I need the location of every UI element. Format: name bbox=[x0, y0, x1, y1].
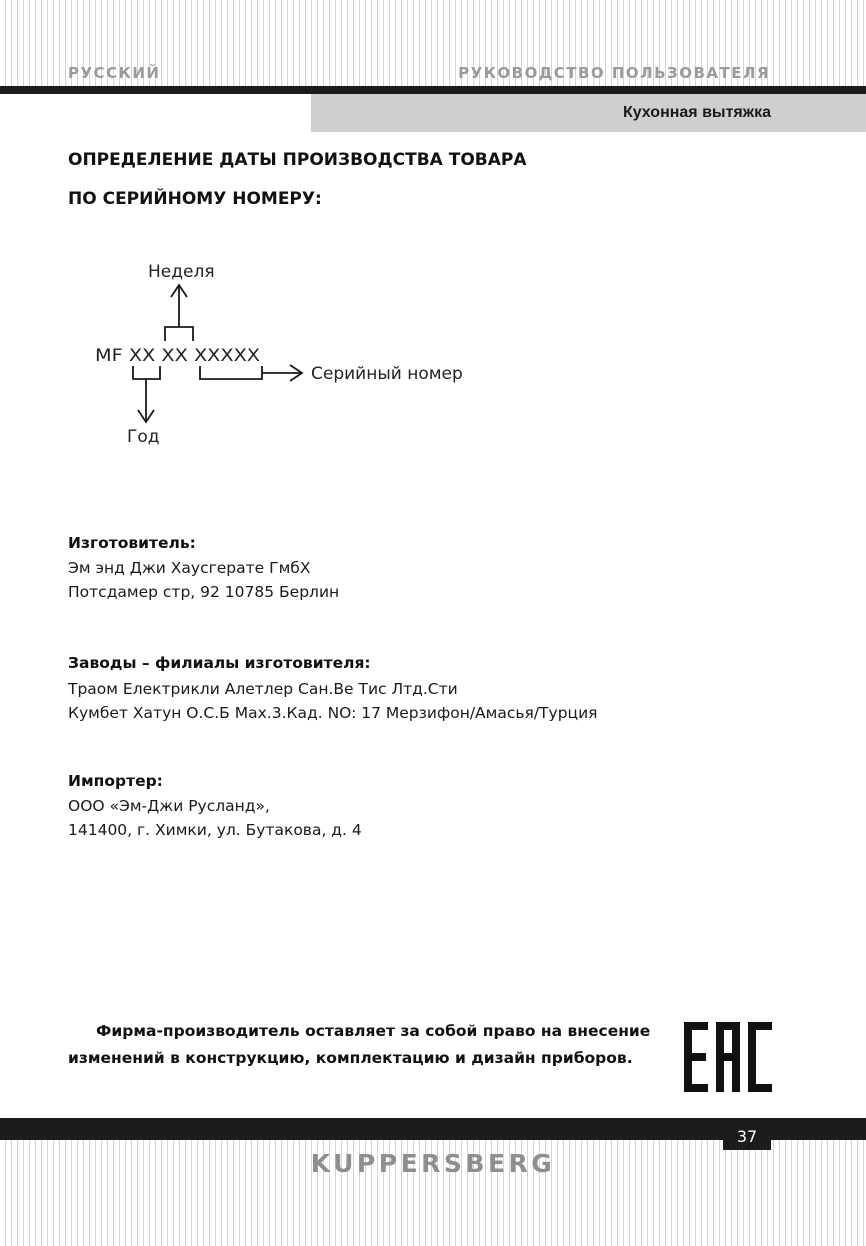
manufacturer-line-2: Потсдамер стр, 92 10785 Берлин bbox=[68, 583, 340, 601]
manufacturer-address bbox=[68, 556, 339, 604]
manufacturer-notice bbox=[68, 1018, 668, 1072]
importer-address bbox=[68, 794, 362, 842]
year-bracket bbox=[133, 366, 160, 379]
brand-logo-text: KUPPERSBERG bbox=[310, 1149, 556, 1178]
notice-line-1: Фирма-производитель оставляет за собой право на внесение bbox=[96, 1022, 651, 1040]
section-title-line1: ОПРЕДЕЛЕНИЕ ДАТЫ ПРОИЗВОДСТВА ТОВАРА bbox=[68, 150, 527, 170]
serial-number-label: Серийный номер bbox=[311, 364, 463, 384]
week-label: Неделя bbox=[148, 262, 215, 282]
eac-certification-mark bbox=[684, 1022, 772, 1092]
factories-line-1: Траом Електрикли Алетлер Сан.Ве Тис Лтд.Сти bbox=[68, 680, 458, 698]
importer-line-2: 141400, г. Химки, ул. Бутакова, д. 4 bbox=[68, 821, 362, 839]
notice-line-2: изменений в конструкцию, комплектацию и дизайн приборов. bbox=[68, 1049, 633, 1067]
importer-line-1: ООО «Эм-Джи Русланд», bbox=[68, 797, 270, 815]
manufacturer-line-1: Эм энд Джи Хаусгерате ГмбХ bbox=[68, 559, 311, 577]
factories-address bbox=[68, 677, 597, 725]
year-label: Год bbox=[127, 427, 160, 447]
serial-bracket bbox=[200, 366, 262, 379]
serial-code: MF XX XX XXXXX bbox=[95, 346, 261, 366]
section-title-line2: ПО СЕРИЙНОМУ НОМЕРУ: bbox=[68, 189, 322, 209]
page-number: 37 bbox=[723, 1124, 771, 1150]
week-bracket bbox=[165, 327, 193, 341]
header-manual-title: РУКОВОДСТВО ПОЛЬЗОВАТЕЛЯ bbox=[458, 64, 770, 82]
factories-heading: Заводы – филиалы изготовителя: bbox=[68, 654, 371, 672]
manufacturer-heading: Изготовитель: bbox=[68, 534, 196, 552]
importer-heading: Импортер: bbox=[68, 772, 163, 790]
serial-number-diagram bbox=[0, 0, 866, 470]
header-language: РУССКИЙ bbox=[68, 64, 161, 82]
factories-line-2: Кумбет Хатун О.С.Б Мах.3.Кад. NO: 17 Мерзифон/Амасья/Турция bbox=[68, 704, 598, 722]
product-category-label: Кухонная вытяжка bbox=[622, 104, 771, 121]
